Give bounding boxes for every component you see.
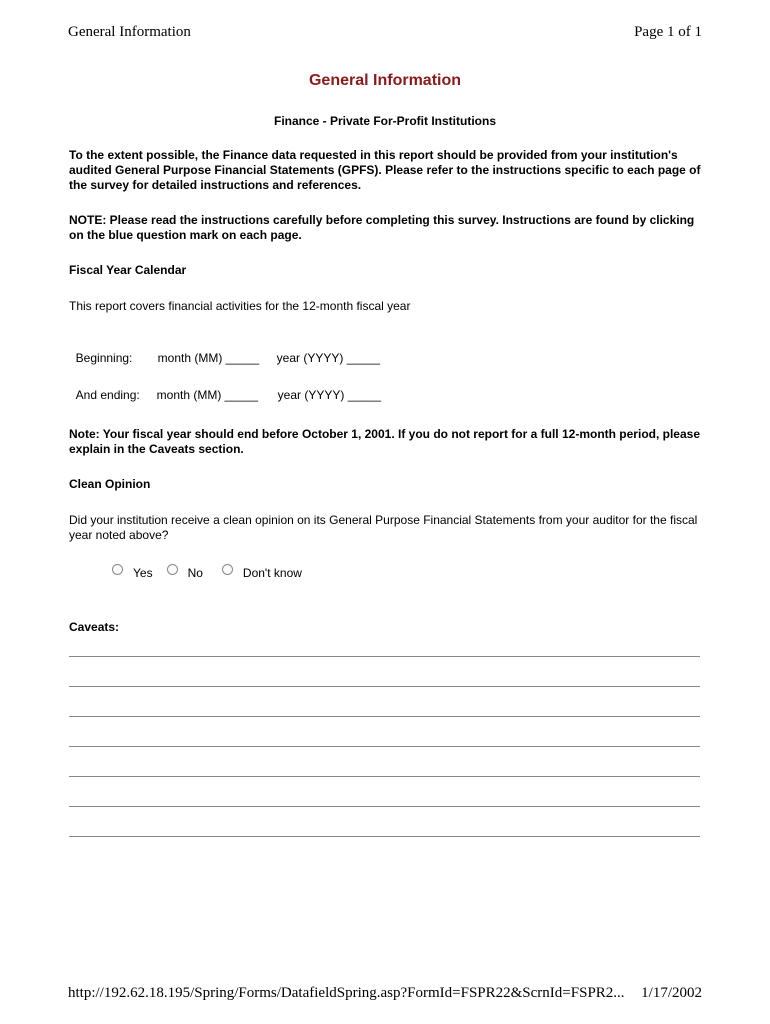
- intro-text: To the extent possible, the Finance data requested in this report should be provided from your institution's audited General Purpose Financial Statements (GPFS). Please refer to the instructions specific to each page of the survey for detailed instructions and references.: [69, 148, 701, 192]
- caveat-line[interactable]: [69, 716, 700, 717]
- beginning-row: [69, 337, 380, 365]
- ending-year-field[interactable]: year (YYYY) _____: [277, 388, 382, 402]
- radio-circle-icon[interactable]: [112, 564, 123, 575]
- radio-circle-icon[interactable]: [222, 564, 233, 575]
- header-left: General Information: [68, 24, 191, 40]
- caveats-heading: Caveats:: [69, 620, 120, 634]
- beginning-month-field[interactable]: month (MM) _____: [157, 351, 260, 365]
- radio-dont-know[interactable]: [222, 566, 310, 580]
- fiscal-note: Note: Your fiscal year should end before October 1, 2001. If you do not report for a full 12-month period, please explain in the Caveats section.: [69, 427, 701, 456]
- caveat-line[interactable]: [69, 806, 700, 807]
- page-number: Page 1 of 1: [634, 24, 702, 40]
- radio-dont-know-label: Don't know: [242, 566, 302, 580]
- clean-opinion-question: Did your institution receive a clean opinion on its General Purpose Financial Statements from your auditor for the fiscal year noted above?: [69, 513, 698, 542]
- fiscal-heading: Fiscal Year Calendar: [69, 263, 187, 277]
- caveat-line[interactable]: [69, 656, 700, 657]
- ending-month-field[interactable]: month (MM) _____: [156, 388, 259, 402]
- caveat-line[interactable]: [69, 776, 700, 777]
- clean-opinion-heading: Clean Opinion: [69, 477, 151, 491]
- ending-label: And ending:: [75, 388, 140, 402]
- footer-date: 1/17/2002: [641, 985, 702, 1001]
- radio-no-label: No: [187, 566, 203, 580]
- page-subtitle: Finance - Private For-Profit Institutions: [273, 114, 497, 128]
- radio-yes[interactable]: [112, 566, 167, 580]
- ending-row: [69, 374, 381, 402]
- caveat-line[interactable]: [69, 836, 700, 837]
- radio-no[interactable]: [167, 566, 222, 580]
- caveat-line[interactable]: [69, 746, 700, 747]
- fiscal-description: This report covers financial activities for the 12-month fiscal year: [69, 299, 411, 313]
- radio-yes-label: Yes: [133, 566, 153, 580]
- note-text: NOTE: Please read the instructions carefully before completing this survey. Instructions are found by clicking on the blue question mark on each page.: [69, 213, 695, 242]
- caveat-line[interactable]: [69, 686, 700, 687]
- clean-opinion-radio-group: [112, 566, 310, 580]
- footer-url: http://192.62.18.195/Spring/Forms/DatafieldSpring.asp?FormId=FSPR22&ScrnId=FSPR2...: [68, 985, 625, 1001]
- beginning-label: Beginning:: [75, 351, 133, 365]
- page-title: General Information: [308, 72, 462, 89]
- beginning-year-field[interactable]: year (YYYY) _____: [276, 351, 381, 365]
- radio-circle-icon[interactable]: [167, 564, 178, 575]
